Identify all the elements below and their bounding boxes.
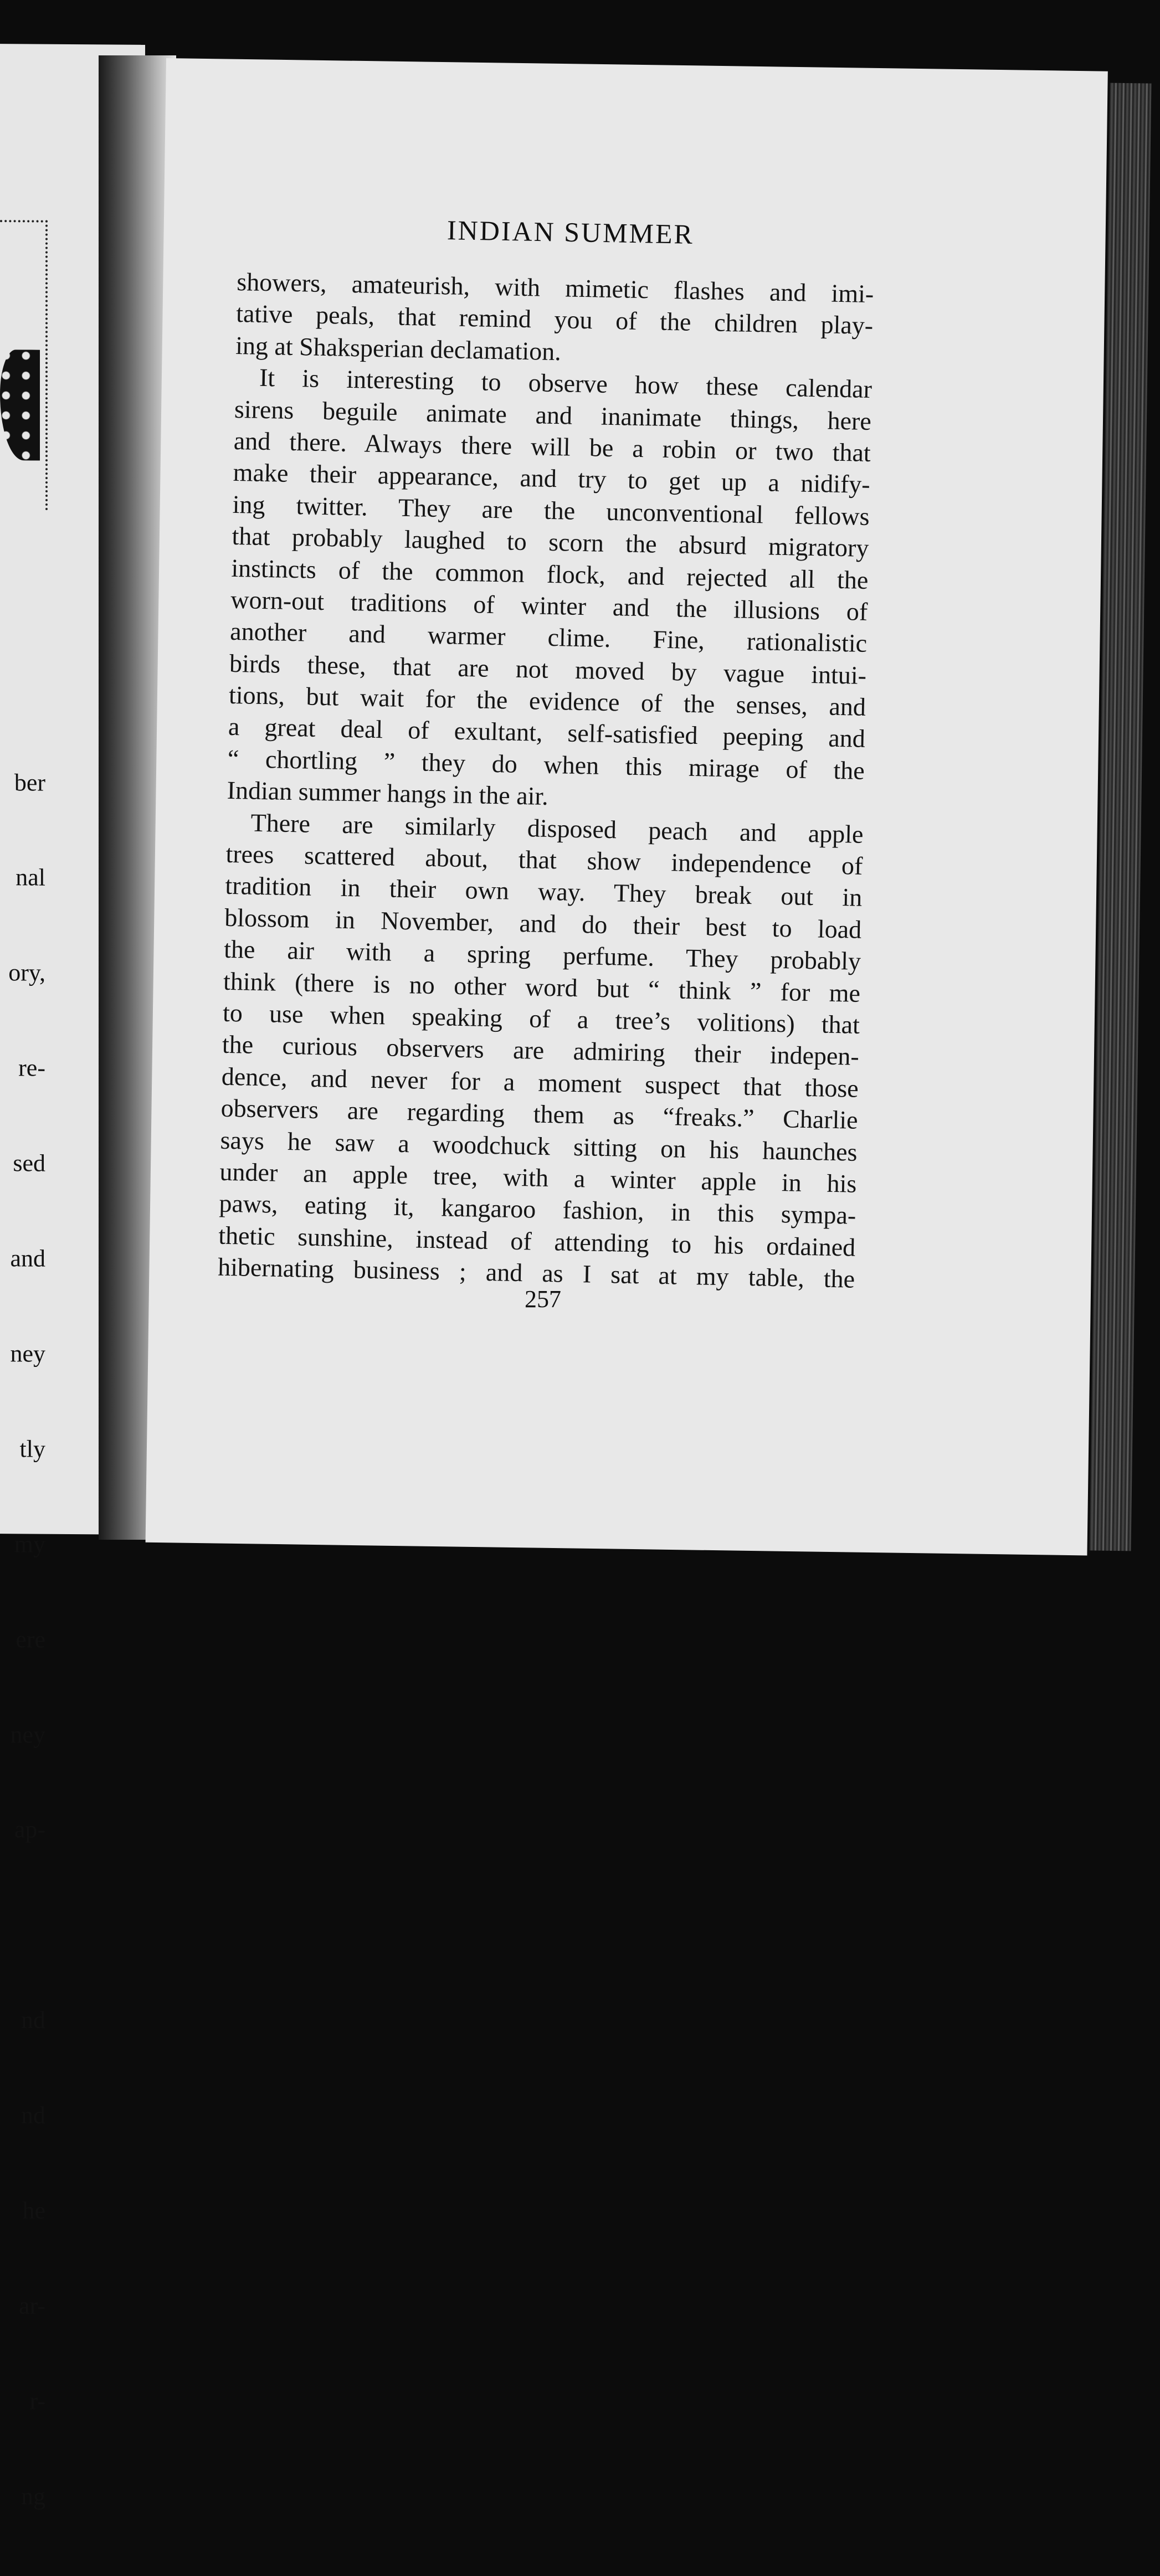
- text-line: and there. Always there will be a robin or two that: [233, 426, 871, 467]
- left-fragment: ere: [16, 1625, 45, 1653]
- text-line: sirens beguile animate and inanimate things, here: [234, 394, 872, 435]
- left-fragment: re-: [18, 1054, 45, 1082]
- text-line: tative peals, that remind you of the children play-: [235, 299, 874, 340]
- left-fragment: nal: [16, 863, 45, 892]
- text-line: tradition in their own way. They break out in: [225, 871, 863, 912]
- text-line: “ chortling ” they do when this mirage of the: [227, 744, 865, 785]
- text-line: the curious observers are admiring their indepen-: [222, 1030, 860, 1071]
- text-line: instincts of the common flock, and rejected all the: [231, 553, 869, 594]
- text-line: another and warmer clime. Fine, rationalistic: [229, 617, 868, 658]
- text-line: ing twitter. They are the unconventional fellows: [232, 490, 870, 531]
- text-line: hibernating business ; and as I sat at my table, the: [217, 1252, 855, 1293]
- left-fragment: ory,: [8, 959, 45, 987]
- text-line: trees scattered about, that show independence of: [225, 839, 863, 880]
- left-fragment: tly: [19, 1435, 45, 1463]
- text-line: says he saw a woodchuck sitting on his haunches: [220, 1125, 858, 1166]
- left-fragment: my: [14, 1530, 45, 1558]
- ornament-knotwork: [0, 349, 40, 461]
- left-fragment: ar-: [19, 2292, 45, 2320]
- left-fragment: ney: [10, 1720, 45, 1749]
- text-line: ing at Shaksperian declamation.: [235, 331, 562, 366]
- text-line: worn-out traditions of winter and the illusions of: [230, 585, 868, 626]
- left-fragment: sed: [13, 1149, 45, 1177]
- text-line: blossom in November, and do their best to load: [224, 903, 862, 944]
- left-page-ornament: [0, 220, 48, 511]
- text-line: think (there is no other word but “ think ” for me: [223, 966, 861, 1007]
- text-line: showers, amateurish, with mimetic flashes and imi-: [236, 267, 874, 308]
- text-line: to use when speaking of a tree’s volitions) that: [222, 998, 860, 1039]
- text-line: that probably laughed to scorn the absurd migratory: [232, 522, 869, 563]
- text-line: under an apple tree, with a winter apple in his: [219, 1157, 857, 1198]
- page-number: 257: [525, 1286, 561, 1313]
- text-line: the air with a spring perfume. They probably: [223, 934, 861, 976]
- left-page-text-fragments: [0, 703, 45, 2575]
- left-fragment: ber: [14, 768, 45, 796]
- text-line: It is interesting to observe how these calendar: [259, 363, 872, 404]
- text-line: There are similarly disposed peach and apple: [250, 808, 864, 849]
- left-fragment: ney: [10, 1340, 45, 1367]
- text-line: thetic sunshine, instead of attending to his ordained: [218, 1221, 856, 1262]
- left-fragment: ng: [21, 2482, 45, 2510]
- text-line: a great deal of exultant, self-satisfied peeping and: [228, 712, 866, 753]
- left-fragment: he: [22, 2197, 45, 2224]
- body-text: [218, 266, 874, 1295]
- running-head: INDIAN SUMMER: [446, 214, 695, 250]
- text-line: dence, and never for a moment suspect that those: [221, 1062, 859, 1103]
- left-fragment: r-: [29, 2387, 45, 2415]
- left-fragment: and: [10, 1245, 45, 1272]
- left-fragment: ap-: [14, 1816, 45, 1844]
- left-fragment: nd: [21, 2101, 45, 2129]
- text-line: make their appearance, and try to get up a nidify-: [233, 458, 871, 499]
- left-fragment: [0, 1909, 45, 1941]
- left-fragment: nd: [21, 2006, 45, 2034]
- text-line: Indian summer hangs in the air.: [227, 776, 549, 811]
- text-line: tions, but wait for the evidence of the senses, and: [228, 680, 866, 722]
- text-line: observers are regarding them as “freaks.” Charlie: [220, 1093, 859, 1134]
- text-line: birds these, that are not moved by vague intui-: [229, 649, 867, 690]
- text-line: paws, eating it, kangaroo fashion, in this sympa-: [219, 1189, 856, 1230]
